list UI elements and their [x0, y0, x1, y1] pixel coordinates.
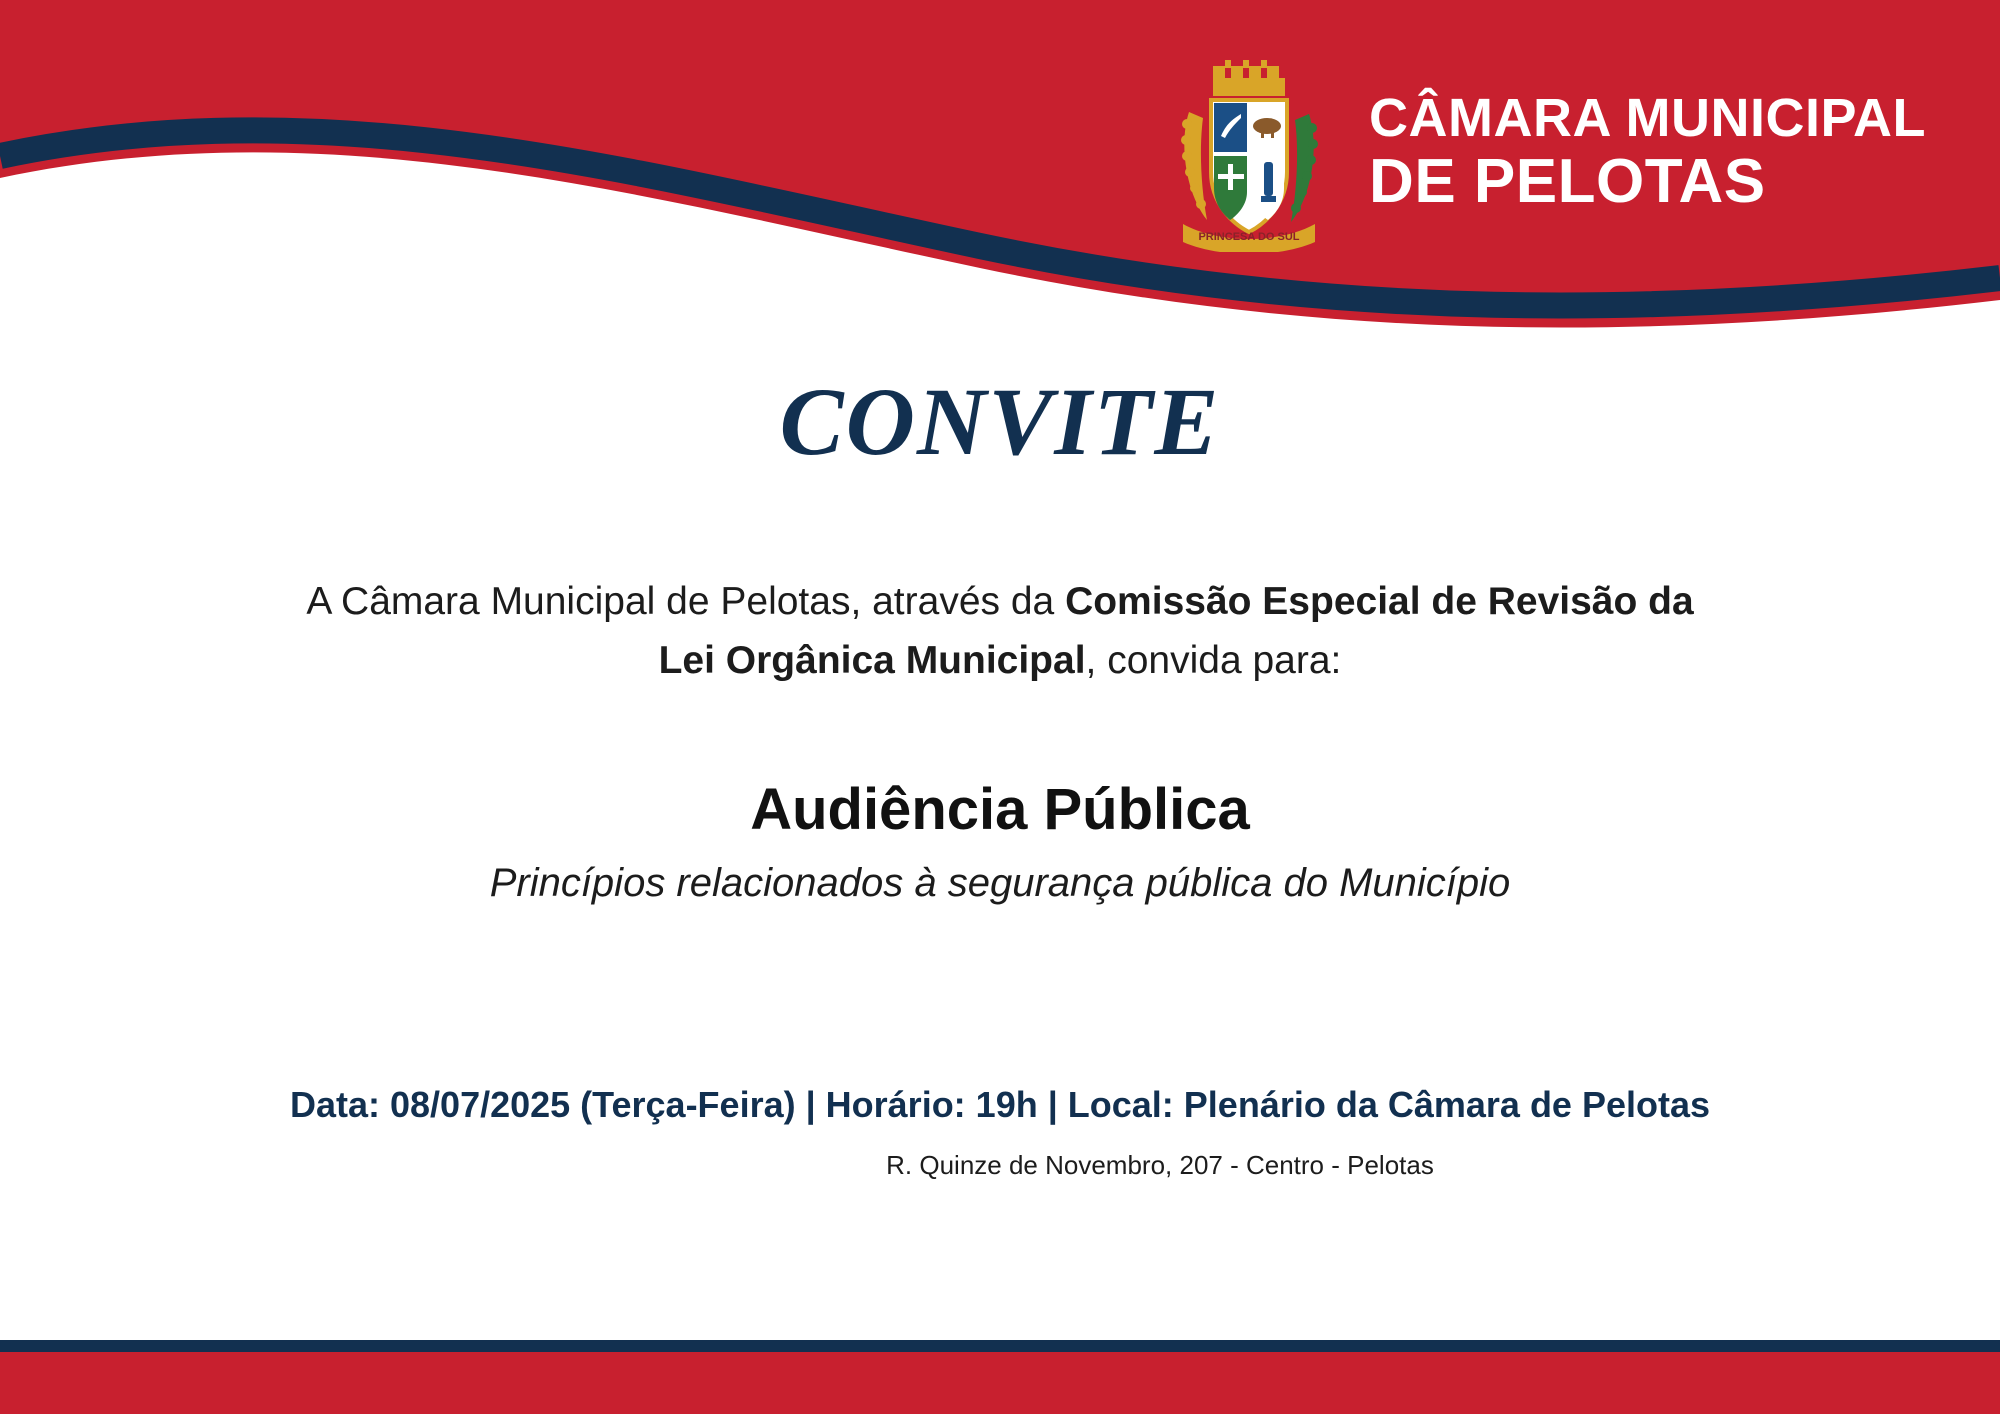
- brand-line-2: DE PELOTAS: [1369, 147, 1766, 216]
- event-title: Audiência Pública: [750, 777, 1250, 842]
- event-address: R. Quinze de Novembro, 207 - Centro - Pelotas: [886, 1150, 1434, 1180]
- intro-text-lead: A Câmara Municipal de Pelotas, através da: [306, 580, 1066, 623]
- intro-text-tail: , convida para:: [1085, 638, 1342, 682]
- event-subtitle: Princípios relacionados à segurança pública do Município: [489, 861, 1511, 905]
- footer-red-bar: [0, 1352, 2000, 1414]
- footer-navy-rule: [0, 1340, 2000, 1352]
- coat-of-arms-icon: [1169, 52, 1329, 252]
- event-details: Data: 08/07/2025 (Terça-Feira) | Horário: 19h | Local: Plenário da Câmara de Pelotas: [289, 1084, 1711, 1125]
- poster-content: [0, 330, 2000, 1414]
- crest-motto-text: PRINCESA DO SUL: [1198, 231, 1300, 243]
- brand-line-1: CÂMARA MUNICIPAL: [1369, 88, 1926, 148]
- commission-name: Comissão Especial de Revisão da Lei Orgânica Municipal: [658, 580, 1694, 682]
- page-title: CONVITE: [779, 368, 1221, 475]
- brand-lockup: [1169, 52, 1926, 252]
- intro-paragraph: [300, 573, 1700, 690]
- brand-text: [1369, 88, 1926, 216]
